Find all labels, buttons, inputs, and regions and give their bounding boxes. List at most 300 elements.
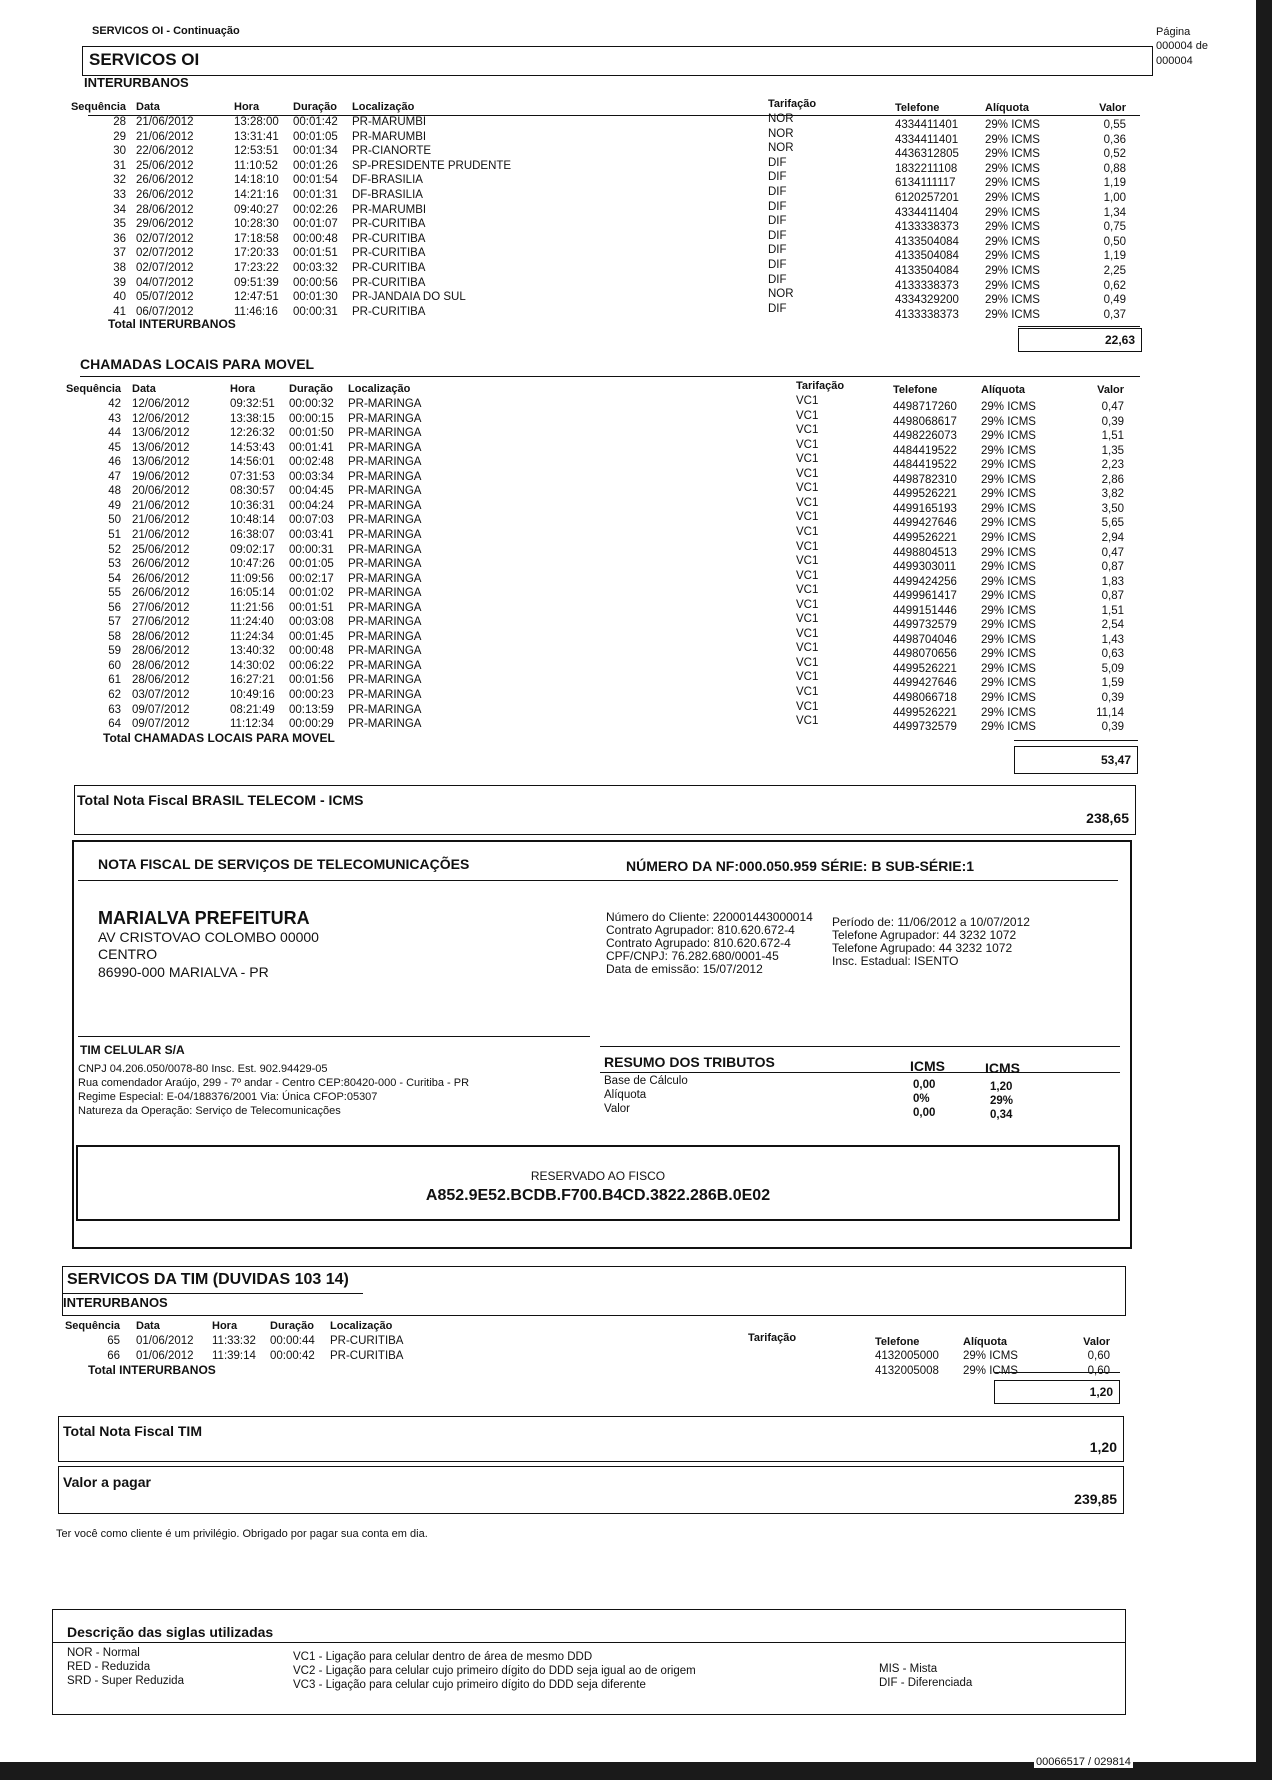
cell-val: 11,14 bbox=[1096, 706, 1124, 719]
cell-time: 10:49:16 bbox=[230, 689, 275, 701]
cell-time: 11:12:34 bbox=[230, 718, 274, 731]
cell-date: 25/06/2012 bbox=[136, 159, 194, 172]
cell-date: 29/06/2012 bbox=[136, 218, 194, 231]
cell-aliq: 29% ICMS bbox=[981, 590, 1036, 603]
cell-seq: 58 bbox=[108, 630, 121, 643]
column-header-date: Data bbox=[136, 101, 160, 113]
cell-aliq: 29% ICMS bbox=[981, 677, 1036, 690]
cell-date: 02/07/2012 bbox=[136, 232, 194, 245]
resumo-col2-value: 29% bbox=[990, 1095, 1014, 1107]
resumo-col2-value: 1,20 bbox=[990, 1081, 1013, 1093]
column-header-tel: Telefone bbox=[895, 102, 940, 114]
cell-loc: PR-MARUMBI bbox=[352, 116, 427, 128]
cell-dur: 00:01:02 bbox=[289, 587, 334, 600]
cell-aliq: 29% ICMS bbox=[985, 265, 1040, 277]
company-line: Natureza da Operação: Serviço de Telecomunicações bbox=[78, 1105, 341, 1117]
tim-title-rule bbox=[63, 1293, 363, 1294]
column-header-seq: Sequência bbox=[70, 101, 126, 113]
page-number: 000004 bbox=[1156, 40, 1193, 52]
resumo-title: RESUMO DOS TRIBUTOS bbox=[604, 1054, 775, 1070]
cell-loc: PR-MARINGA bbox=[348, 601, 422, 614]
cell-val: 1,51 bbox=[1101, 604, 1124, 617]
cell-tel: 4499961417 bbox=[893, 590, 957, 603]
nota-tim-box bbox=[58, 1416, 1124, 1462]
cell-tel: 4499427646 bbox=[893, 677, 957, 690]
cell-time: 14:30:02 bbox=[230, 659, 275, 672]
cell-seq: 46 bbox=[108, 456, 121, 469]
cell-seq: 40 bbox=[113, 291, 126, 304]
cell-time: 08:21:49 bbox=[230, 703, 275, 716]
cell-date: 21/06/2012 bbox=[132, 514, 190, 527]
cell-dur: 00:02:17 bbox=[289, 572, 334, 585]
cell-time: 17:23:22 bbox=[234, 262, 279, 274]
cell-tel: 1832211108 bbox=[895, 162, 958, 175]
cell-time: 13:38:15 bbox=[230, 412, 275, 425]
cell-loc: PR-MARINGA bbox=[348, 703, 422, 716]
cell-tar: VC1 bbox=[796, 496, 819, 509]
legend-item: SRD - Super Reduzida bbox=[67, 1675, 184, 1687]
cell-time: 13:40:32 bbox=[230, 645, 275, 658]
cell-tel: 4498704046 bbox=[893, 633, 957, 646]
cell-dur: 00:02:48 bbox=[289, 456, 334, 469]
cell-dur: 00:01:34 bbox=[293, 145, 338, 158]
client-addr1: AV CRISTOVAO COLOMBO 00000 bbox=[98, 929, 319, 945]
cell-tar: VC1 bbox=[796, 438, 819, 451]
cell-dur: 00:00:15 bbox=[289, 412, 334, 425]
nota-bt-value: 238,65 bbox=[1086, 810, 1129, 826]
cell-date: 03/07/2012 bbox=[132, 689, 190, 701]
resumo-col2-head: ICMS bbox=[985, 1060, 1020, 1076]
page-of: de bbox=[1195, 40, 1209, 52]
cell-loc: SP-PRESIDENTE PRUDENTE bbox=[352, 159, 512, 172]
cell-val: 1,19 bbox=[1103, 250, 1126, 263]
column-header-dur: Duração bbox=[270, 1320, 315, 1332]
cell-tar: VC1 bbox=[796, 540, 819, 553]
cell-date: 01/06/2012 bbox=[136, 1349, 194, 1362]
cell-aliq: 29% ICMS bbox=[981, 604, 1036, 617]
cell-loc: PR-CURITIBA bbox=[330, 1349, 404, 1362]
cell-tel: 4499526221 bbox=[893, 488, 957, 501]
cell-tel: 4499732579 bbox=[893, 721, 957, 734]
cell-tel: 4133504084 bbox=[895, 235, 959, 248]
cell-time: 14:21:16 bbox=[234, 189, 279, 201]
cell-val: 3,50 bbox=[1101, 502, 1124, 515]
cell-date: 21/06/2012 bbox=[132, 528, 190, 541]
cell-date: 05/07/2012 bbox=[136, 291, 194, 304]
cell-time: 11:10:52 bbox=[234, 159, 278, 172]
cell-loc: PR-MARINGA bbox=[348, 587, 422, 600]
cell-dur: 00:01:54 bbox=[293, 174, 338, 187]
cell-tar: DIF bbox=[768, 200, 787, 213]
fisco-code: A852.9E52.BCDB.F700.B4CD.3822.286B.0E02 bbox=[425, 1187, 771, 1204]
cell-seq: 30 bbox=[113, 145, 126, 158]
cell-aliq: 29% ICMS bbox=[981, 459, 1036, 472]
interurbanos-total-value: 22,63 bbox=[1018, 328, 1142, 352]
cell-aliq: 29% ICMS bbox=[981, 401, 1036, 413]
cell-seq: 64 bbox=[108, 718, 121, 731]
cell-val: 0,60 bbox=[1087, 1364, 1110, 1377]
company-line: Rua comendador Araújo, 299 - 7º andar - Centro CEP:80420-000 - Curitiba - PR bbox=[78, 1077, 470, 1089]
cell-dur: 00:00:48 bbox=[289, 645, 334, 658]
cell-loc: DF-BRASILIA bbox=[352, 174, 423, 187]
nf-info-left-line: Contrato Agrupado: 810.620.672-4 bbox=[606, 936, 791, 950]
column-header-val: Valor bbox=[1083, 1336, 1110, 1348]
column-header-tar: Tarifação bbox=[796, 380, 845, 392]
cell-time: 11:24:34 bbox=[230, 630, 274, 643]
cell-date: 02/07/2012 bbox=[136, 247, 194, 260]
column-header-aliq: Alíquota bbox=[963, 1336, 1007, 1348]
cell-dur: 00:01:51 bbox=[293, 247, 338, 260]
cell-loc: PR-MARINGA bbox=[348, 616, 422, 629]
resumo-col1-value: 0,00 bbox=[913, 1107, 936, 1119]
cell-aliq: 29% ICMS bbox=[985, 133, 1040, 146]
cell-time: 13:31:41 bbox=[234, 130, 279, 143]
nf-info-left-line: Número do Cliente: 220001443000014 bbox=[606, 910, 813, 924]
column-header-aliq: Alíquota bbox=[981, 384, 1025, 396]
cell-date: 01/06/2012 bbox=[136, 1335, 194, 1347]
cell-dur: 00:03:32 bbox=[293, 262, 338, 274]
valor-pagar-value: 239,85 bbox=[1074, 1491, 1117, 1507]
cell-val: 0,47 bbox=[1101, 401, 1124, 413]
column-header-aliq: Alíquota bbox=[985, 102, 1029, 114]
resumo-rule bbox=[600, 1046, 1120, 1047]
cell-dur: 00:00:48 bbox=[293, 232, 338, 245]
column-header-loc: Localização bbox=[330, 1320, 393, 1332]
cell-loc: PR-MARUMBI bbox=[352, 203, 427, 216]
cell-dur: 00:01:05 bbox=[293, 130, 338, 143]
cell-time: 14:56:01 bbox=[230, 456, 275, 469]
cell-tel: 4498070656 bbox=[893, 648, 957, 661]
cell-date: 09/07/2012 bbox=[132, 718, 190, 731]
cell-val: 2,23 bbox=[1101, 459, 1124, 472]
cell-seq: 56 bbox=[108, 601, 121, 614]
cell-val: 0,49 bbox=[1103, 294, 1126, 307]
column-header-dur: Duração bbox=[289, 383, 334, 395]
cell-tar: DIF bbox=[768, 186, 787, 198]
resumo-col1-value: 0,00 bbox=[913, 1079, 936, 1091]
resumo-rule-2 bbox=[600, 1072, 1120, 1073]
cell-time: 09:40:27 bbox=[234, 203, 279, 216]
cell-tel: 4132005000 bbox=[875, 1350, 939, 1362]
cell-tel: 4132005008 bbox=[875, 1364, 939, 1377]
cell-val: 0,39 bbox=[1101, 692, 1124, 704]
cell-date: 06/07/2012 bbox=[136, 305, 194, 318]
cell-aliq: 29% ICMS bbox=[985, 221, 1040, 234]
cell-val: 0,88 bbox=[1103, 162, 1126, 175]
column-header-loc: Localização bbox=[348, 383, 411, 395]
cell-aliq: 29% ICMS bbox=[985, 119, 1040, 131]
cell-val: 0,55 bbox=[1103, 119, 1126, 131]
cell-aliq: 29% ICMS bbox=[981, 546, 1036, 559]
cell-seq: 45 bbox=[108, 441, 121, 454]
tim-title: SERVICOS DA TIM (DUVIDAS 103 14) bbox=[67, 1271, 349, 1288]
cell-seq: 60 bbox=[108, 659, 121, 672]
cell-seq: 66 bbox=[107, 1349, 120, 1362]
cell-time: 07:31:53 bbox=[230, 470, 275, 483]
cell-tar: NOR bbox=[768, 142, 794, 155]
thanks-message: Ter você como cliente é um privilégio. Obrigado por pagar sua conta em dia. bbox=[56, 1528, 428, 1540]
cell-time: 10:28:30 bbox=[234, 218, 279, 231]
resumo-labels bbox=[604, 1074, 688, 1116]
tim-total-rule bbox=[994, 1372, 1120, 1373]
cell-val: 2,86 bbox=[1101, 473, 1124, 486]
cell-seq: 37 bbox=[113, 247, 126, 260]
cell-aliq: 29% ICMS bbox=[985, 177, 1040, 190]
cell-aliq: 29% ICMS bbox=[985, 308, 1040, 321]
legend-box bbox=[52, 1609, 1126, 1715]
cell-tar: VC1 bbox=[796, 525, 819, 538]
legend-item: VC2 - Ligação para celular cujo primeiro dígito do DDD seja igual ao de origem bbox=[293, 1665, 696, 1677]
resumo-col1-value: 0% bbox=[913, 1093, 930, 1105]
cell-aliq: 29% ICMS bbox=[963, 1350, 1018, 1362]
cell-loc: DF-BRASILIA bbox=[352, 189, 423, 201]
cell-aliq: 29% ICMS bbox=[985, 250, 1040, 263]
cell-val: 1,43 bbox=[1101, 633, 1124, 646]
legend-col1 bbox=[67, 1646, 184, 1688]
legend-item: VC1 - Ligação para celular dentro de área de mesmo DDD bbox=[293, 1651, 593, 1663]
tim-total-value: 1,20 bbox=[994, 1380, 1120, 1404]
cell-tar: DIF bbox=[768, 302, 787, 315]
cell-seq: 59 bbox=[108, 645, 121, 658]
valor-pagar-label: Valor a pagar bbox=[63, 1474, 151, 1490]
nf-info-left-line: Contrato Agrupador: 810.620.672-4 bbox=[606, 923, 795, 937]
cell-dur: 00:04:45 bbox=[289, 485, 334, 498]
cell-aliq: 29% ICMS bbox=[985, 148, 1040, 161]
cell-date: 13/06/2012 bbox=[132, 456, 190, 469]
cell-val: 1,35 bbox=[1101, 444, 1124, 457]
fisco-box bbox=[76, 1145, 1120, 1221]
cell-aliq: 29% ICMS bbox=[985, 279, 1040, 292]
cell-date: 12/06/2012 bbox=[132, 412, 190, 425]
cell-dur: 00:00:42 bbox=[270, 1349, 315, 1362]
cell-val: 1,19 bbox=[1103, 177, 1126, 190]
cell-loc: PR-CIANORTE bbox=[352, 145, 432, 158]
fisco-label: RESERVADO AO FISCO bbox=[530, 1169, 666, 1183]
nf-info-left-line: Data de emissão: 15/07/2012 bbox=[606, 962, 763, 976]
cell-loc: PR-MARINGA bbox=[348, 499, 422, 512]
legend-item: VC3 - Ligação para celular cujo primeiro dígito do DDD seja diferente bbox=[293, 1679, 646, 1691]
cell-loc: PR-MARINGA bbox=[348, 470, 422, 483]
cell-seq: 42 bbox=[108, 398, 121, 410]
cell-tel: 4484419522 bbox=[893, 444, 957, 457]
cell-tel: 4498782310 bbox=[893, 473, 957, 486]
cell-tel: 4436312805 bbox=[895, 148, 959, 161]
cell-loc: PR-MARINGA bbox=[348, 558, 422, 571]
cell-date: 26/06/2012 bbox=[132, 587, 190, 600]
cell-val: 0,37 bbox=[1103, 308, 1126, 321]
cell-time: 10:48:14 bbox=[230, 514, 275, 527]
cell-time: 14:18:10 bbox=[234, 174, 279, 187]
cell-aliq: 29% ICMS bbox=[985, 206, 1040, 219]
cell-tel: 4499165193 bbox=[893, 502, 957, 515]
column-header-date: Data bbox=[132, 383, 156, 395]
resumo-col2-value: 0,34 bbox=[990, 1109, 1013, 1121]
cell-dur: 00:01:41 bbox=[289, 441, 334, 454]
cell-loc: PR-MARINGA bbox=[348, 572, 422, 585]
column-header-tel: Telefone bbox=[875, 1336, 920, 1348]
cell-date: 21/06/2012 bbox=[132, 499, 190, 512]
cell-seq: 55 bbox=[108, 587, 121, 600]
cell-tar: DIF bbox=[768, 259, 787, 271]
cell-tar: VC1 bbox=[796, 613, 819, 626]
legend-rule bbox=[53, 1642, 1125, 1643]
nf-divider bbox=[78, 880, 1118, 881]
resumo-label: Alíquota bbox=[604, 1089, 647, 1101]
cell-val: 1,51 bbox=[1101, 430, 1124, 443]
legend-item: MIS - Mista bbox=[879, 1663, 938, 1675]
cell-time: 11:39:14 bbox=[212, 1349, 256, 1362]
cell-aliq: 29% ICMS bbox=[985, 162, 1040, 175]
cell-aliq: 29% ICMS bbox=[963, 1364, 1018, 1377]
cell-time: 08:30:57 bbox=[230, 485, 275, 498]
cell-date: 28/06/2012 bbox=[136, 203, 194, 216]
page-total: 000004 bbox=[1156, 55, 1193, 67]
cell-time: 12:47:51 bbox=[234, 291, 279, 304]
cell-seq: 49 bbox=[108, 499, 121, 512]
cell-tar: DIF bbox=[768, 244, 787, 257]
cell-tar: VC1 bbox=[796, 656, 819, 669]
cell-loc: PR-MARINGA bbox=[348, 485, 422, 498]
cell-aliq: 29% ICMS bbox=[981, 415, 1036, 428]
cell-aliq: 29% ICMS bbox=[981, 575, 1036, 588]
cell-tar: VC1 bbox=[796, 467, 819, 480]
cell-tel: 6120257201 bbox=[895, 192, 959, 204]
cell-aliq: 29% ICMS bbox=[981, 502, 1036, 515]
scan-edge-right bbox=[1256, 0, 1272, 1780]
cell-tar: DIF bbox=[768, 171, 787, 184]
cell-seq: 52 bbox=[108, 543, 121, 556]
cell-seq: 57 bbox=[108, 616, 121, 629]
resumo-col1 bbox=[913, 1078, 935, 1120]
cell-dur: 00:00:56 bbox=[293, 276, 338, 289]
cell-date: 02/07/2012 bbox=[136, 262, 194, 274]
client-addr3: 86990-000 MARIALVA - PR bbox=[98, 964, 269, 980]
cell-seq: 50 bbox=[108, 514, 121, 527]
interurbanos-total-rule bbox=[1018, 326, 1140, 327]
cell-tel: 4498717260 bbox=[893, 401, 957, 413]
cell-date: 13/06/2012 bbox=[132, 441, 190, 454]
locais-top-rule bbox=[80, 376, 1140, 377]
cell-seq: 29 bbox=[113, 130, 126, 143]
cell-date: 25/06/2012 bbox=[132, 543, 190, 556]
company-name: TIM CELULAR S/A bbox=[80, 1043, 185, 1057]
cell-date: 04/07/2012 bbox=[136, 276, 194, 289]
cell-date: 19/06/2012 bbox=[132, 470, 190, 483]
cell-date: 22/06/2012 bbox=[136, 145, 194, 158]
company-lines bbox=[78, 1062, 469, 1118]
cell-seq: 48 bbox=[108, 485, 121, 498]
cell-seq: 61 bbox=[108, 674, 121, 687]
cell-tel: 4499526221 bbox=[893, 706, 957, 719]
cell-dur: 00:03:34 bbox=[289, 470, 334, 483]
cell-val: 5,65 bbox=[1101, 517, 1124, 530]
column-header-loc: Localização bbox=[352, 101, 415, 113]
locais-title: CHAMADAS LOCAIS PARA MOVEL bbox=[80, 356, 315, 372]
column-header-date: Data bbox=[136, 1320, 160, 1332]
cell-seq: 63 bbox=[108, 703, 121, 716]
cell-val: 3,82 bbox=[1101, 488, 1124, 501]
cell-aliq: 29% ICMS bbox=[981, 648, 1036, 661]
cell-tar: VC1 bbox=[796, 686, 819, 698]
cell-time: 11:33:32 bbox=[212, 1335, 256, 1347]
cell-tar: VC1 bbox=[796, 555, 819, 568]
resumo-label: Valor bbox=[604, 1103, 630, 1115]
cell-dur: 00:00:31 bbox=[293, 305, 338, 318]
nota-tim-value: 1,20 bbox=[1089, 1439, 1117, 1455]
cell-dur: 00:07:03 bbox=[289, 514, 334, 527]
cell-tel: 4499151446 bbox=[893, 604, 957, 617]
cell-time: 13:28:00 bbox=[234, 116, 279, 128]
cell-tar: VC1 bbox=[796, 511, 819, 524]
cell-aliq: 29% ICMS bbox=[981, 706, 1036, 719]
cell-val: 1,00 bbox=[1103, 192, 1126, 204]
cell-time: 11:09:56 bbox=[230, 572, 274, 585]
cell-seq: 39 bbox=[113, 276, 126, 289]
cell-dur: 00:01:51 bbox=[289, 601, 334, 614]
cell-loc: PR-MARINGA bbox=[348, 514, 422, 527]
cell-val: 2,54 bbox=[1101, 619, 1124, 632]
cell-dur: 00:02:26 bbox=[293, 203, 338, 216]
column-header-time: Hora bbox=[212, 1320, 238, 1332]
cell-date: 27/06/2012 bbox=[132, 601, 190, 614]
column-header-time: Hora bbox=[230, 383, 256, 395]
cell-date: 20/06/2012 bbox=[132, 485, 190, 498]
column-header-tel: Telefone bbox=[893, 384, 938, 396]
cell-tar: VC1 bbox=[796, 395, 819, 407]
cell-val: 0,47 bbox=[1101, 546, 1124, 559]
tim-total-label: Total INTERURBANOS bbox=[88, 1363, 216, 1377]
cell-aliq: 29% ICMS bbox=[981, 692, 1036, 704]
cell-time: 17:18:58 bbox=[234, 232, 279, 245]
cell-aliq: 29% ICMS bbox=[985, 235, 1040, 248]
cell-tar: DIF bbox=[768, 215, 787, 228]
cell-loc: PR-MARINGA bbox=[348, 689, 422, 701]
cell-val: 5,09 bbox=[1101, 662, 1124, 675]
cell-tel: 4133338373 bbox=[895, 279, 959, 292]
cell-tar: VC1 bbox=[796, 715, 819, 728]
valor-pagar-box bbox=[58, 1466, 1124, 1514]
cell-date: 26/06/2012 bbox=[136, 174, 194, 187]
page-label: Página bbox=[1156, 26, 1191, 38]
column-header-tar: Tarifação bbox=[768, 98, 817, 110]
cell-tar: NOR bbox=[768, 113, 794, 125]
cell-loc: PR-MARUMBI bbox=[352, 130, 427, 143]
client-addr2: CENTRO bbox=[98, 946, 158, 962]
cell-tar: DIF bbox=[768, 273, 787, 286]
cell-loc: PR-CURITIBA bbox=[352, 305, 426, 318]
cell-tel: 4498068617 bbox=[893, 415, 957, 428]
cell-date: 09/07/2012 bbox=[132, 703, 190, 716]
cell-date: 26/06/2012 bbox=[132, 558, 190, 571]
cell-seq: 38 bbox=[113, 262, 126, 274]
cell-dur: 00:01:07 bbox=[293, 218, 338, 231]
nf-info-right-line: Telefone Agrupado: 44 3232 1072 bbox=[832, 941, 1013, 955]
cell-time: 11:21:56 bbox=[230, 601, 274, 614]
cell-tel: 4133338373 bbox=[895, 221, 959, 234]
cell-dur: 00:00:31 bbox=[289, 543, 334, 556]
top-label: SERVICOS OI - Continuação bbox=[92, 25, 240, 37]
cell-tel: 4499526221 bbox=[893, 531, 957, 544]
servicos-oi-title: SERVICOS OI bbox=[89, 50, 200, 69]
column-header-tar: Tarifação bbox=[748, 1332, 797, 1344]
cell-dur: 00:01:05 bbox=[289, 558, 334, 571]
page-number-line bbox=[1156, 40, 1208, 52]
cell-loc: PR-MARINGA bbox=[348, 412, 422, 425]
cell-dur: 00:01:56 bbox=[289, 674, 334, 687]
cell-date: 28/06/2012 bbox=[132, 659, 190, 672]
cell-loc: PR-MARINGA bbox=[348, 427, 422, 440]
cell-seq: 31 bbox=[113, 159, 126, 172]
